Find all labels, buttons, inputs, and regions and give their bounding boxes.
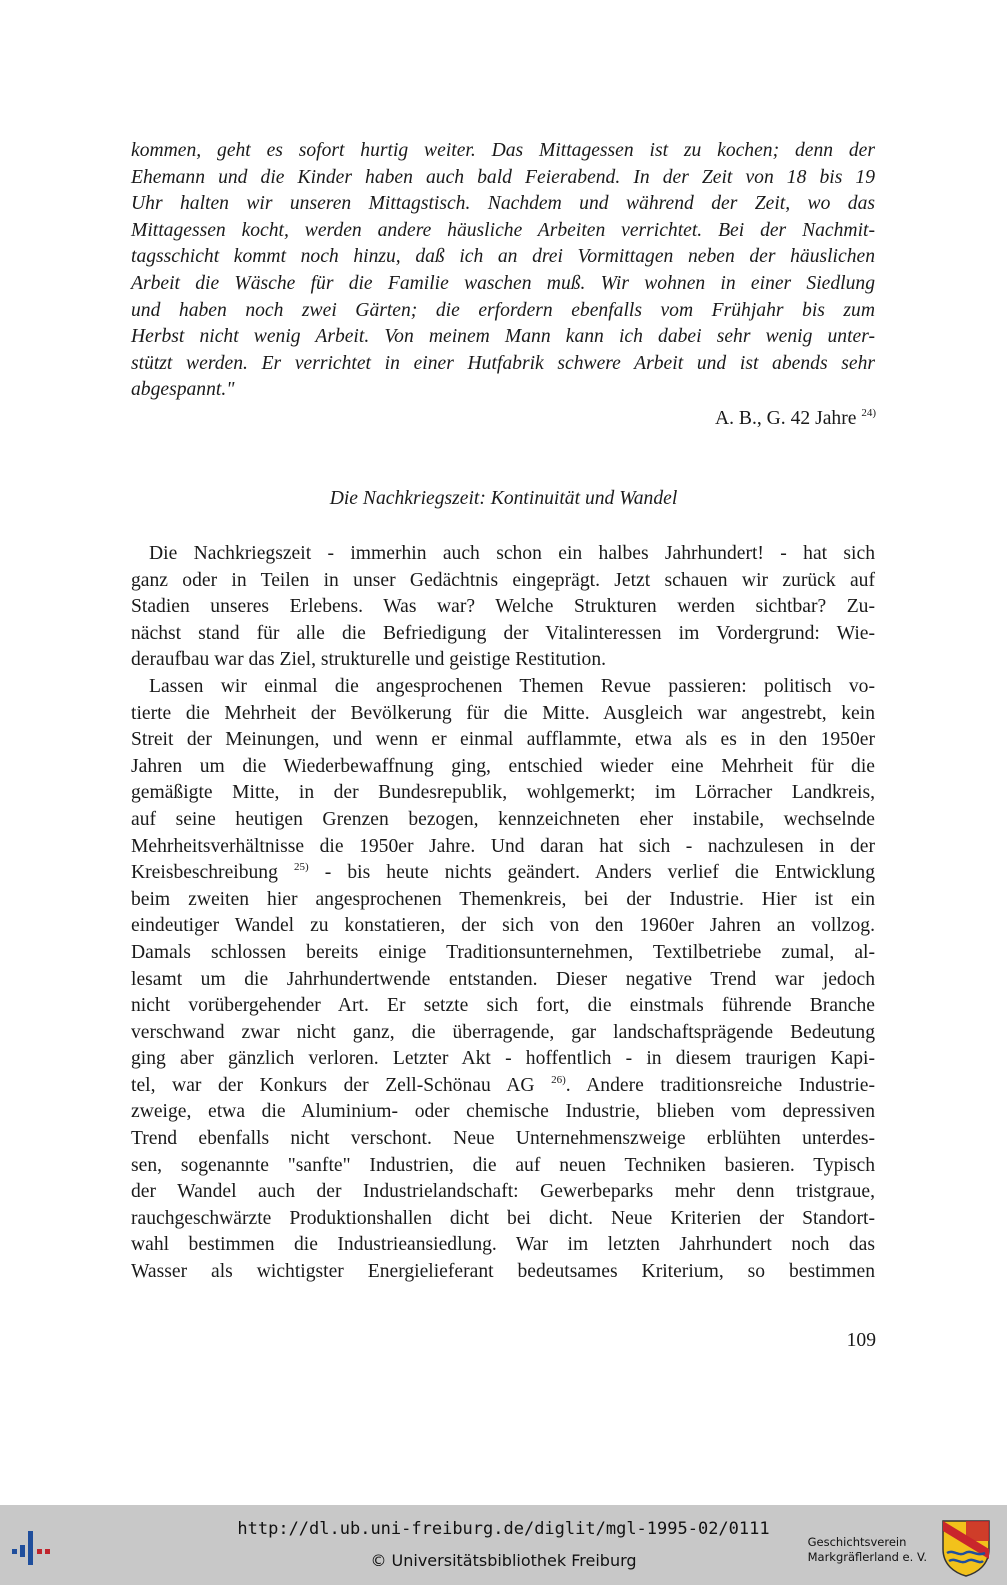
quote-line: Uhr halten wir unseren Mittagstisch. Nachdem und während der Zeit, wo das <box>131 193 875 215</box>
body-line: rauchgeschwärzte Produktionshallen dicht bei dicht. Neue Kriterien der Standort- <box>131 1207 875 1229</box>
page-number: 109 <box>846 1330 876 1351</box>
footnote-ref-25[interactable]: 25) <box>293 861 309 874</box>
body-line: Damals schlossen bereits einige Traditionsunternehmen, Textilbetriebe zumal, al- <box>131 941 875 963</box>
footnote-ref-26[interactable]: 26) <box>551 1073 566 1086</box>
body-line: zweige, etwa die Aluminium- oder chemische Industrie, blieben vom depressiven <box>131 1101 875 1123</box>
body-line: der Wandel auch der Industrielandschaft: Gewerbeparks mehr denn tristgraue, <box>131 1181 875 1203</box>
quote-line: Ehemann und die Kinder haben auch bald Feierabend. In der Zeit von 18 bis 19 <box>131 166 875 188</box>
body-segment: - bis heute nichts geändert. Anders verlief die Entwicklung <box>308 862 875 884</box>
quote-line: stützt werden. Er verrichtet in einer Hutfabrik schwere Arbeit und ist abends sehr <box>131 352 875 374</box>
body-line: nicht vorübergehender Art. Er setzte sich fort, die einstmals führende Branche <box>131 995 875 1017</box>
footer-bar <box>0 1505 1007 1585</box>
body-line: Wasser als wichtigster Energielieferant bedeutsames Kriterium, so bestimmen <box>131 1261 875 1283</box>
body-line: Lassen wir einmal die angesprochenen Themen Revue passieren: politisch vo- <box>149 675 875 697</box>
quote-line: und haben noch zwei Gärten; die erfordern ebenfalls vom Frühjahr bis zum <box>131 299 875 321</box>
society-name <box>808 1535 927 1565</box>
body-line: verschwand zwar nicht ganz, die überragende, gar landschaftsprägende Bedeutung <box>131 1021 875 1043</box>
quote-line: kommen, geht es sofort hurtig weiter. Das Mittagessen ist zu kochen; denn der <box>131 140 875 161</box>
quote-line: Herbst nicht wenig Arbeit. Von meinem Mann kann ich dabei sehr wenig unter- <box>131 326 875 348</box>
body-line: tierte die Mehrheit der Bevölkerung für die Mitte. Ausgleich war angestrebt, kein <box>131 702 875 724</box>
body-text <box>131 541 875 1286</box>
body-line: sen, sogenannte "sanfte" Industrien, die auf neuen Techniken basieren. Typisch <box>131 1154 875 1176</box>
quote-line: tagsschicht kommt noch hinzu, daß ich an drei Vormittagen neben der häuslichen <box>131 246 875 268</box>
body-line: beim zweiten hier angesprochenen Themenkreis, bei der Industrie. Hier ist ein <box>131 888 875 910</box>
footnote-ref-24[interactable]: 24) <box>861 407 876 419</box>
quote-block <box>131 138 875 404</box>
body-line: deraufbau war das Ziel, strukturelle und geistige Restitution. <box>131 649 607 671</box>
body-line: eindeutiger Wandel zu konstatieren, der sich von den 1960er Jahren an vollzog. <box>131 915 875 937</box>
footer-url-link[interactable]: http://dl.ub.uni-freiburg.de/diglit/mgl-1995-02/0111 <box>237 1519 770 1539</box>
body-segment: . Andere traditionsreiche Industrie- <box>565 1074 875 1096</box>
body-line: ganz oder in Teilen in unser Gedächtnis eingeprägt. Jetzt schauen wir zurück auf <box>131 569 875 591</box>
body-line: Trend ebenfalls nicht verschont. Neue Unternehmenszweige erblühten unterdes- <box>131 1128 875 1150</box>
body-line: gemäßigte Mitte, in der Bundesrepublik, wohlgemerkt; im Lörracher Landkreis, <box>131 782 875 804</box>
body-line: Stadien unseres Erlebens. Was war? Welche Strukturen werden sichtbar? Zu- <box>131 596 875 618</box>
body-segment: Kreisbeschreibung <box>131 862 294 884</box>
body-line: Streit der Meinungen, und wenn er einmal aufflammte, etwa als es in den 1950er <box>131 729 875 751</box>
society-name-line: Markgräflerland e. V. <box>807 1550 927 1564</box>
body-line: ging aber gänzlich verloren. Letzter Akt - hoffentlich - in diesem traurigen Kapi- <box>131 1048 875 1070</box>
body-line: wahl bestimmen die Industrieansiedlung. War im letzten Jahrhundert noch das <box>131 1234 875 1256</box>
quote-line: abgespannt." <box>131 379 235 401</box>
society-name-line: Geschichtsverein <box>807 1535 907 1549</box>
section-heading: Die Nachkriegszeit: Kontinuität und Wandel <box>329 488 678 509</box>
body-segment: tel, war der Konkurs der Zell-Schönau AG <box>131 1074 552 1096</box>
footer-copyright: © Universitätsbibliothek Freiburg <box>370 1551 637 1570</box>
coat-of-arms-icon[interactable] <box>941 1519 991 1577</box>
signature-text: A. B., G. 42 Jahre <box>714 408 862 429</box>
body-line: Jahren um die Wiederbewaffnung ging, entschied wieder eine Mehrheit für die <box>131 755 875 777</box>
body-line: lesamt um die Jahrhundertwende entstanden. Dieser negative Trend war jedoch <box>131 968 875 990</box>
quote-line: Mittagessen kocht, werden andere häusliche Arbeiten verrichtet. Bei der Nachmit- <box>131 219 875 241</box>
body-line <box>131 1073 875 1100</box>
body-line: nächst stand für alle die Befriedigung der Vitalinteressen im Vordergrund: Wie- <box>131 622 875 644</box>
body-line: Mehrheitsverhältnisse die 1950er Jahre. Und daran hat sich - nachzulesen in der <box>131 835 875 857</box>
body-line: auf seine heutigen Grenzen bezogen, kennzeichneten eher instabile, wechselnde <box>131 808 875 830</box>
body-line: Die Nachkriegszeit - immerhin auch schon ein halbes Jahrhundert! - hat sich <box>149 543 875 564</box>
body-line <box>131 860 875 887</box>
quote-line: Arbeit die Wäsche für die Familie waschen muß. Wir wohnen in einer Siedlung <box>131 272 875 294</box>
quote-signature <box>715 408 876 430</box>
